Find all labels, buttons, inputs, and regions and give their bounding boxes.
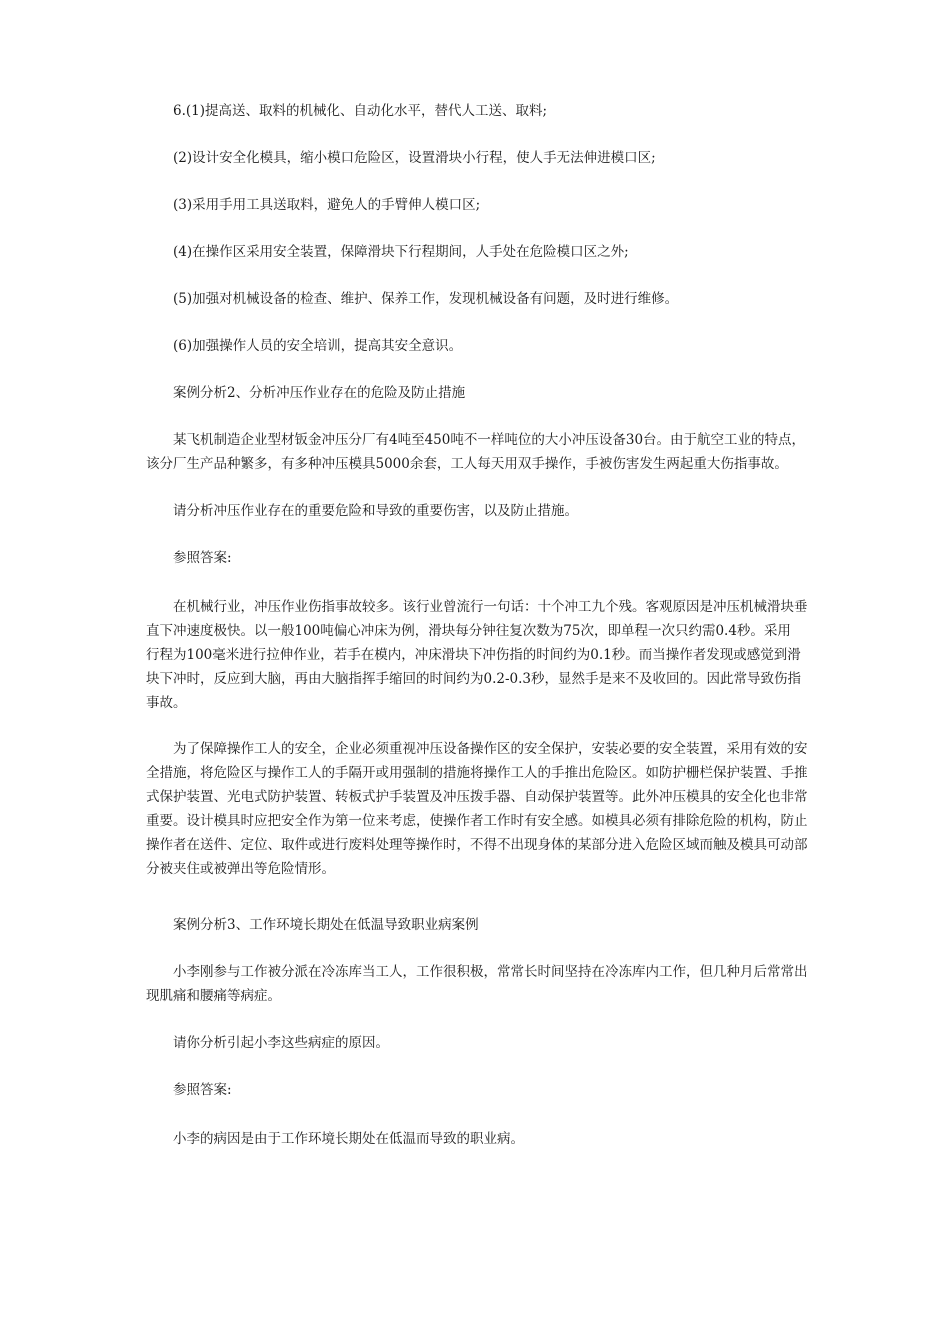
case3-question: 请你分析引起小李这些病症的原因。 (173, 1035, 389, 1051)
case2-reference-label: 参照答案: (173, 550, 232, 566)
case3-description-line: 小李刚参与工作被分派在冷冻库当工人，工作很积极，常常长时间坚持在冷冻库内工作，但几种月后常常出 (173, 964, 808, 980)
case2-answer-paragraph-2 (146, 737, 863, 881)
answer-line: 式保护装置、光电式防护装置、转板式护手装置及冲压拨手器、自动保护装置等。此外冲压模具的安全化也非常 (146, 789, 808, 805)
answer-line: 直下冲速度极快。以一般100吨偏心冲床为例，滑块每分钟往复次数为75次，即单程一次只约需0.4秒。采用 (146, 623, 791, 639)
case3-description-line: 现肌痛和腰痛等病症。 (146, 988, 281, 1004)
case2-title: 案例分析2、分析冲压作业存在的危险及防止措施 (173, 385, 466, 401)
case3-reference-label: 参照答案: (173, 1082, 232, 1098)
answer-line: 在机械行业，冲压作业伤指事故较多。该行业曾流行一句话：十个冲工九个残。客观原因是冲压机械滑块垂 (173, 599, 808, 615)
measure-item-6: (6)加强操作人员的安全培训，提高其安全意识。 (173, 338, 463, 354)
answer-line: 块下冲时，反应到大脑，再由大脑指挥手缩回的时间约为0.2-0.3秒，显然手是来不及收回的。因此常导致伤指 (146, 671, 801, 687)
measure-item-3: (3)采用手用工具送取料，避免人的手臂伸人模口区; (173, 197, 481, 213)
answer-line: 为了保障操作工人的安全，企业必须重视冲压设备操作区的安全保护，安装必要的安全装置，采用有效的安 (173, 741, 808, 757)
measure-item-4: (4)在操作区采用安全装置，保障滑块下行程期间，人手处在危险模口区之外; (173, 244, 629, 260)
answer-line: 重要。设计模具时应把安全作为第一位来考虑，使操作者工作时有安全感。如模具必须有排除危险的机构，防止 (146, 813, 808, 829)
case2-description-line: 某飞机制造企业型材钣金冲压分厂有4吨至450吨不一样吨位的大小冲压设备30台。由于航空工业的特点， (173, 432, 806, 448)
measure-item-5: (5)加强对机械设备的检查、维护、保养工作，发现机械设备有问题，及时进行维修。 (173, 291, 679, 307)
case2-answer-paragraph-1 (146, 595, 863, 715)
case3-description (146, 960, 863, 1008)
case3-answer: 小李的病因是由于工作环境长期处在低温而导致的职业病。 (173, 1131, 524, 1147)
case2-description (146, 428, 863, 476)
answer-line: 全措施，将危险区与操作工人的手隔开或用强制的措施将操作工人的手推出危险区。如防护栅栏保护装置、手推 (146, 765, 808, 781)
case2-description-line: 该分厂生产品种繁多，有多种冲压模具5000余套，工人每天用双手操作，手被伤害发生两起重大伤指事故。 (146, 456, 788, 472)
answer-line: 操作者在送件、定位、取件或进行废料处理等操作时，不得不出现身体的某部分进入危险区域而触及模具可动部 (146, 837, 808, 853)
case2-question: 请分析冲压作业存在的重要危险和导致的重要伤害，以及防止措施。 (173, 503, 578, 519)
case3-title: 案例分析3、工作环境长期处在低温导致职业病案例 (173, 917, 479, 933)
measure-item-1: 6.(1)提高送、取料的机械化、自动化水平，替代人工送、取料; (173, 103, 548, 119)
measure-item-2: (2)设计安全化模具，缩小模口危险区，设置滑块小行程，使人手无法伸进模口区; (173, 150, 656, 166)
answer-line: 事故。 (146, 695, 187, 711)
answer-line: 分被夹住或被弹出等危险情形。 (146, 861, 335, 877)
answer-line: 行程为100毫米进行拉伸作业，若手在模内，冲床滑块下冲伤指的时间约为0.1秒。而当操作者发现或感觉到滑 (146, 647, 801, 663)
